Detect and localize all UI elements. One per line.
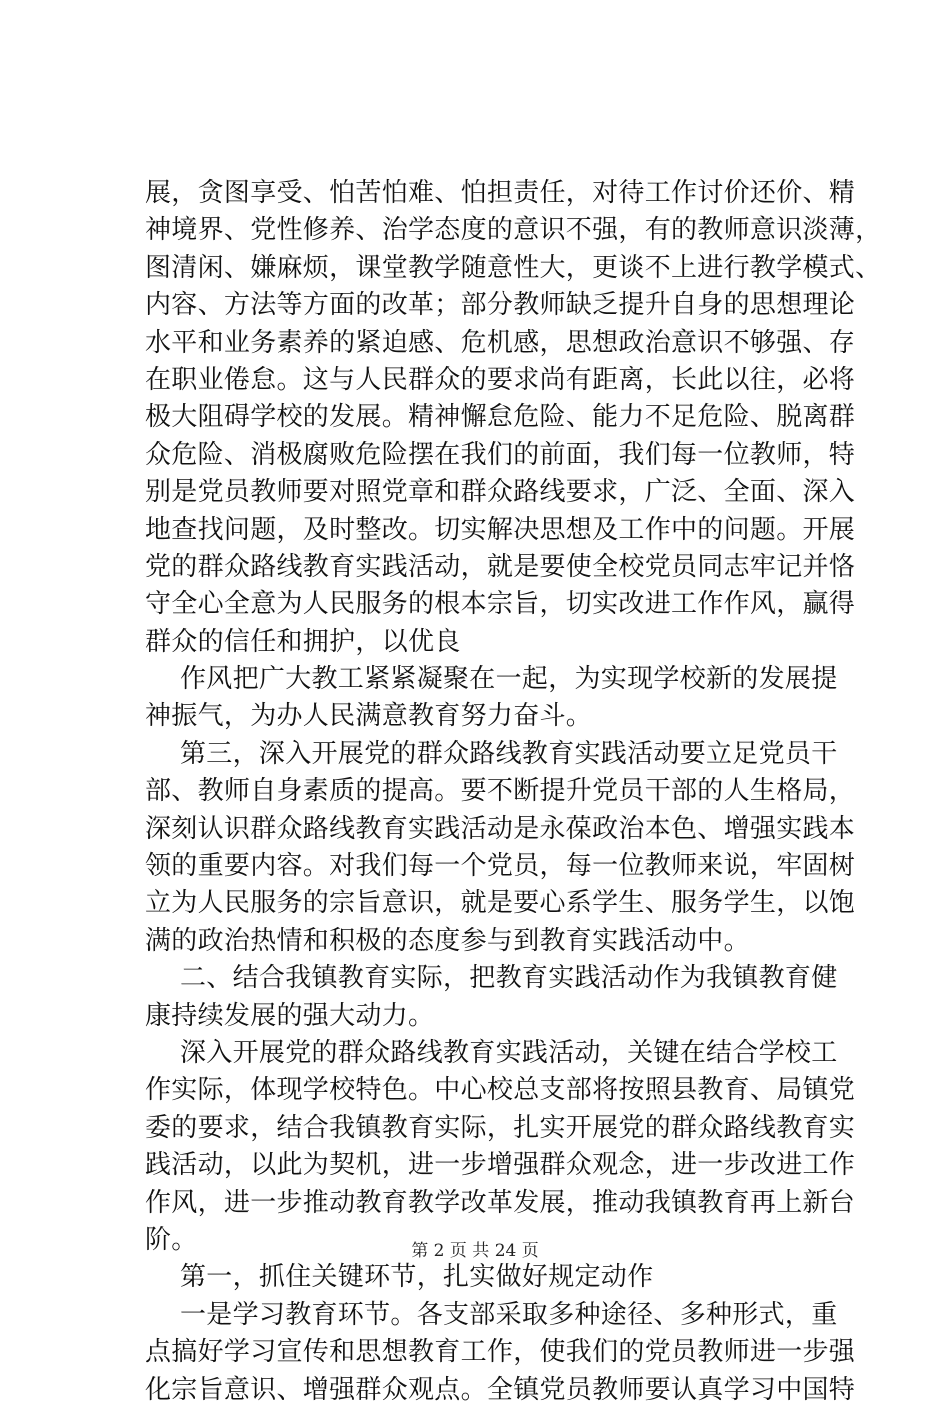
text-line: 践活动，以此为契机，进一步增强群众观念，进一步改进工作 <box>145 1150 856 1181</box>
text-line: 委的要求，结合我镇教育实际，扎实开展党的群众路线教育实 <box>145 1112 856 1143</box>
page-number-footer: 第 2 页 共 24 页 <box>411 1241 539 1261</box>
text-line: 内容、方法等方面的改革；部分教师缺乏提升自身的思想理论 <box>145 290 856 321</box>
text-line: 二、结合我镇教育实际，把教育实践活动作为我镇教育健 <box>180 963 838 994</box>
text-line: 第一，抓住关键环节，扎实做好规定动作 <box>180 1262 654 1293</box>
text-line: 第三，深入开展党的群众路线教育实践活动要立足党员干 <box>180 738 838 769</box>
text-line: 部、教师自身素质的提高。要不断提升党员干部的人生格局， <box>145 776 856 807</box>
text-line: 展，贪图享受、怕苦怕难、怕担责任，对待工作讨价还价、精 <box>145 178 856 208</box>
text-line: 满的政治热情和积极的态度参与到教育实践活动中。 <box>145 925 750 956</box>
text-line: 阶。 <box>145 1224 198 1255</box>
text-line: 群众的信任和拥护，以优良 <box>145 626 461 657</box>
text-line: 一是学习教育环节。各支部采取多种途径、多种形式，重 <box>180 1299 838 1330</box>
text-line: 党的群众路线教育实践活动，就是要使全校党员同志牢记并恪 <box>145 551 856 582</box>
text-line: 深入开展党的群众路线教育实践活动，关键在结合学校工 <box>180 1037 838 1068</box>
document-body <box>145 175 882 1409</box>
text-line: 守全心全意为人民服务的根本宗旨，切实改进工作作风，赢得 <box>145 589 856 620</box>
text-line: 作风，进一步推动教育教学改革发展，推动我镇教育再上新台 <box>145 1187 856 1218</box>
text-line: 领的重要内容。对我们每一个党员，每一位教师来说，牢固树 <box>145 851 856 882</box>
text-line: 点搞好学习宣传和思想教育工作，使我们的党员教师进一步强 <box>145 1337 856 1368</box>
text-line: 立为人民服务的宗旨意识，就是要心系学生、服务学生，以饱 <box>145 888 856 919</box>
text-line: 康持续发展的强大动力。 <box>145 1000 435 1031</box>
text-line: 极大阻碍学校的发展。精神懈怠危险、能力不足危险、脱离群 <box>145 402 856 433</box>
text-line: 神振气，为办人民满意教育努力奋斗。 <box>145 701 593 732</box>
text-line: 作风把广大教工紧紧凝聚在一起，为实现学校新的发展提 <box>180 664 838 695</box>
text-line: 水平和业务素养的紧迫感、危机感，思想政治意识不够强、存 <box>145 327 856 358</box>
text-line: 地查找问题，及时整改。切实解决思想及工作中的问题。开展 <box>145 514 856 545</box>
text-line: 化宗旨意识、增强群众观点。全镇党员教师要认真学习中国特 <box>145 1374 856 1405</box>
text-line: 作实际，体现学校特色。中心校总支部将按照县教育、局镇党 <box>145 1075 856 1106</box>
text-line: 深刻认识群众路线教育实践活动是永葆政治本色、增强实践本 <box>145 813 856 844</box>
text-line: 众危险、消极腐败危险摆在我们的前面，我们每一位教师，特 <box>145 439 856 470</box>
text-line: 别是党员教师要对照党章和群众路线要求，广泛、全面、深入 <box>145 477 856 508</box>
text-line: 在职业倦怠。这与人民群众的要求尚有距离，长此以往，必将 <box>145 364 856 395</box>
text-line: 神境界、党性修养、治学态度的意识不强，有的教师意识淡薄， <box>145 215 882 246</box>
text-line: 图清闲、嫌麻烦，课堂教学随意性大，更谈不上进行教学模式、 <box>145 252 882 283</box>
